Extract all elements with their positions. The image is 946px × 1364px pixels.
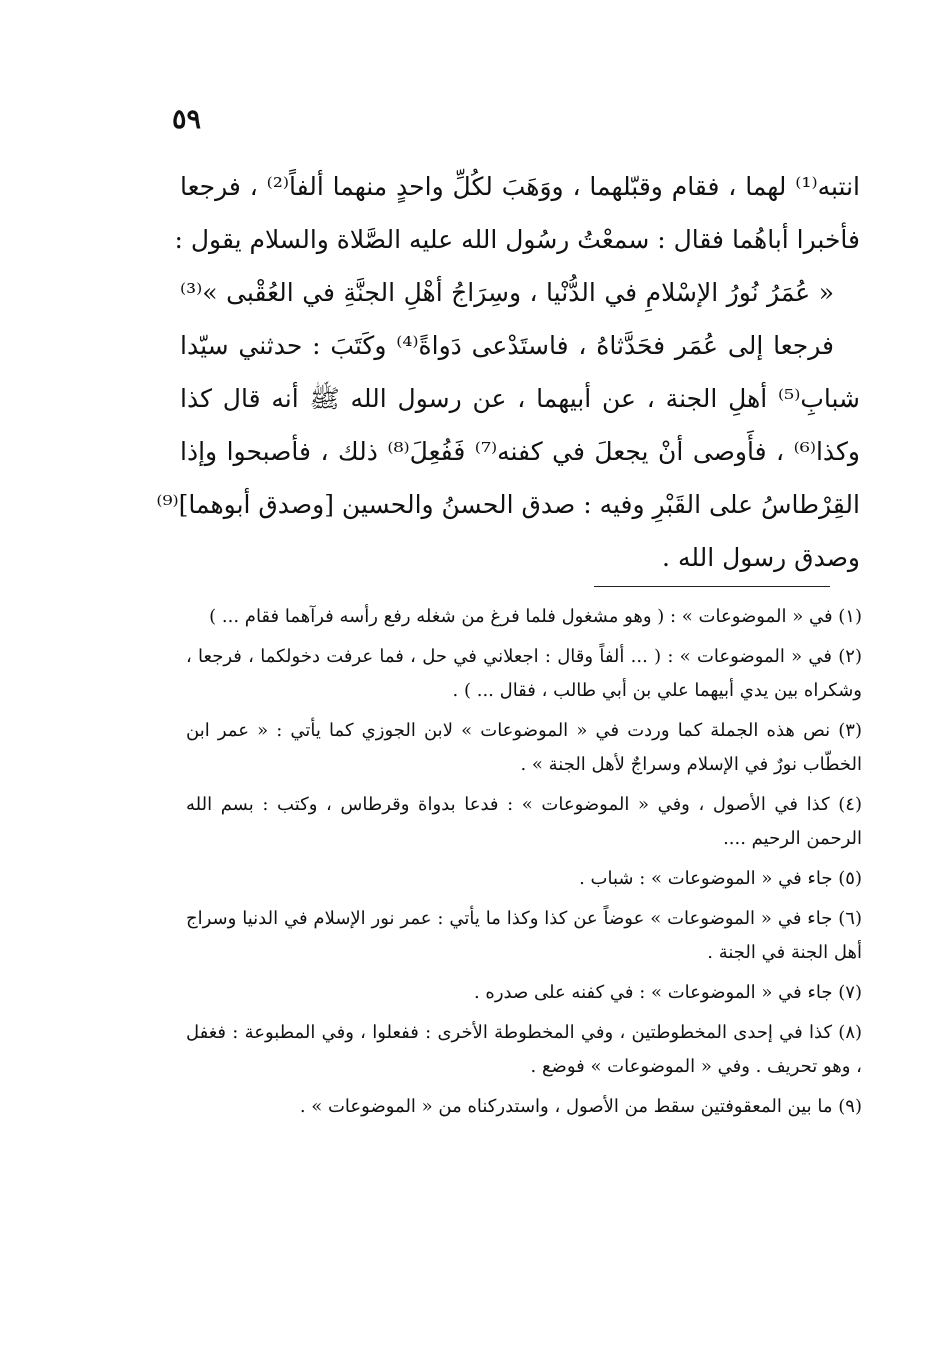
- footnotes-section: [186, 600, 862, 1130]
- main-text: [156, 160, 860, 584]
- text-line: انتبه⁽¹⁾ لهما ، فقام وقبّلهما ، ووَهَبَ لكُلِّ واحدٍ منهما ألفاً⁽²⁾ ، فرجعا: [180, 172, 860, 201]
- text-line: وصدق رسول الله .: [662, 543, 860, 572]
- quoted-hadith-line: « عُمَرُ نُورُ الإسْلامِ في الدُّنْيا ، وسِرَاجُ أهْلِ الجنَّةِ في العُقْبى »⁽³⁾: [180, 278, 834, 307]
- footnote: (٣) نص هذه الجملة كما وردت في « الموضوعات » لابن الجوزي كما يأتي : « عمر ابن الخطّاب نورٌ في الإسلام وسراجٌ لأهل الجنة » .: [186, 720, 862, 775]
- footnote: (٩) ما بين المعقوفتين سقط من الأصول ، واستدركناه من « الموضوعات » .: [299, 1096, 862, 1117]
- text-line: فأخبرا أباهُما فقال : سمعْتُ رسُول الله عليه الصَّلاة والسلام يقول :: [174, 225, 860, 254]
- footnote: (٧) جاء في « الموضوعات » : في كفنه على صدره .: [473, 982, 862, 1003]
- footnote: (١) في « الموضوعات » : ( وهو مشغول فلما فرغ من شغله رفع رأسه فرآهما فقام ... ): [209, 606, 862, 627]
- footnote: (٢) في « الموضوعات » : ( ... ألفاً وقال : اجعلاني في حل ، فما عرفت دخولكما ، فرجعا ، وشكراه بين يدي أبيهما علي بن أبي طالب ، فقال ... ) .: [186, 646, 862, 701]
- text-line: شبابِ⁽⁵⁾ أهلِ الجنة ، عن أبيهما ، عن رسول الله ﷺ أنه قال كذا: [180, 384, 860, 413]
- footnote: (٨) كذا في إحدى المخطوطتين ، وفي المخطوطة الأخرى : ففعلوا ، وفي المطبوعة : فغفل ، وهو تحريف . وفي « الموضوعات » فوضع .: [186, 1022, 863, 1077]
- footnote-separator: [594, 586, 830, 587]
- text-line: فرجعا إلى عُمَر فحَدَّثاهُ ، فاستَدْعى دَواةً⁽⁴⁾ وكَتَبَ : حدثني سيّدا: [180, 331, 834, 360]
- text-line: وكذا⁽⁶⁾ ، فأَوصى أنْ يجعلَ في كفنه⁽⁷⁾ فَفُعِلَ⁽⁸⁾ ذلك ، فأصبحوا وإذا: [180, 437, 860, 466]
- page-number: ٥٩: [172, 104, 202, 135]
- footnote: (٦) جاء في « الموضوعات » عوضاً عن كذا وكذا ما يأتي : عمر نور الإسلام في الدنيا وسراج أهل الجنة في الجنة .: [186, 908, 862, 963]
- footnote: (٤) كذا في الأصول ، وفي « الموضوعات » : فدعا بدواة وقرطاس ، وكتب : بسم الله الرحمن الرحيم ....: [186, 794, 862, 849]
- footnote: (٥) جاء في « الموضوعات » : شباب .: [579, 868, 862, 889]
- text-line: القِرْطاسُ على القَبْرِ وفيه : صدق الحسنُ والحسين [وصدق أبوهما]⁽⁹⁾: [156, 490, 860, 519]
